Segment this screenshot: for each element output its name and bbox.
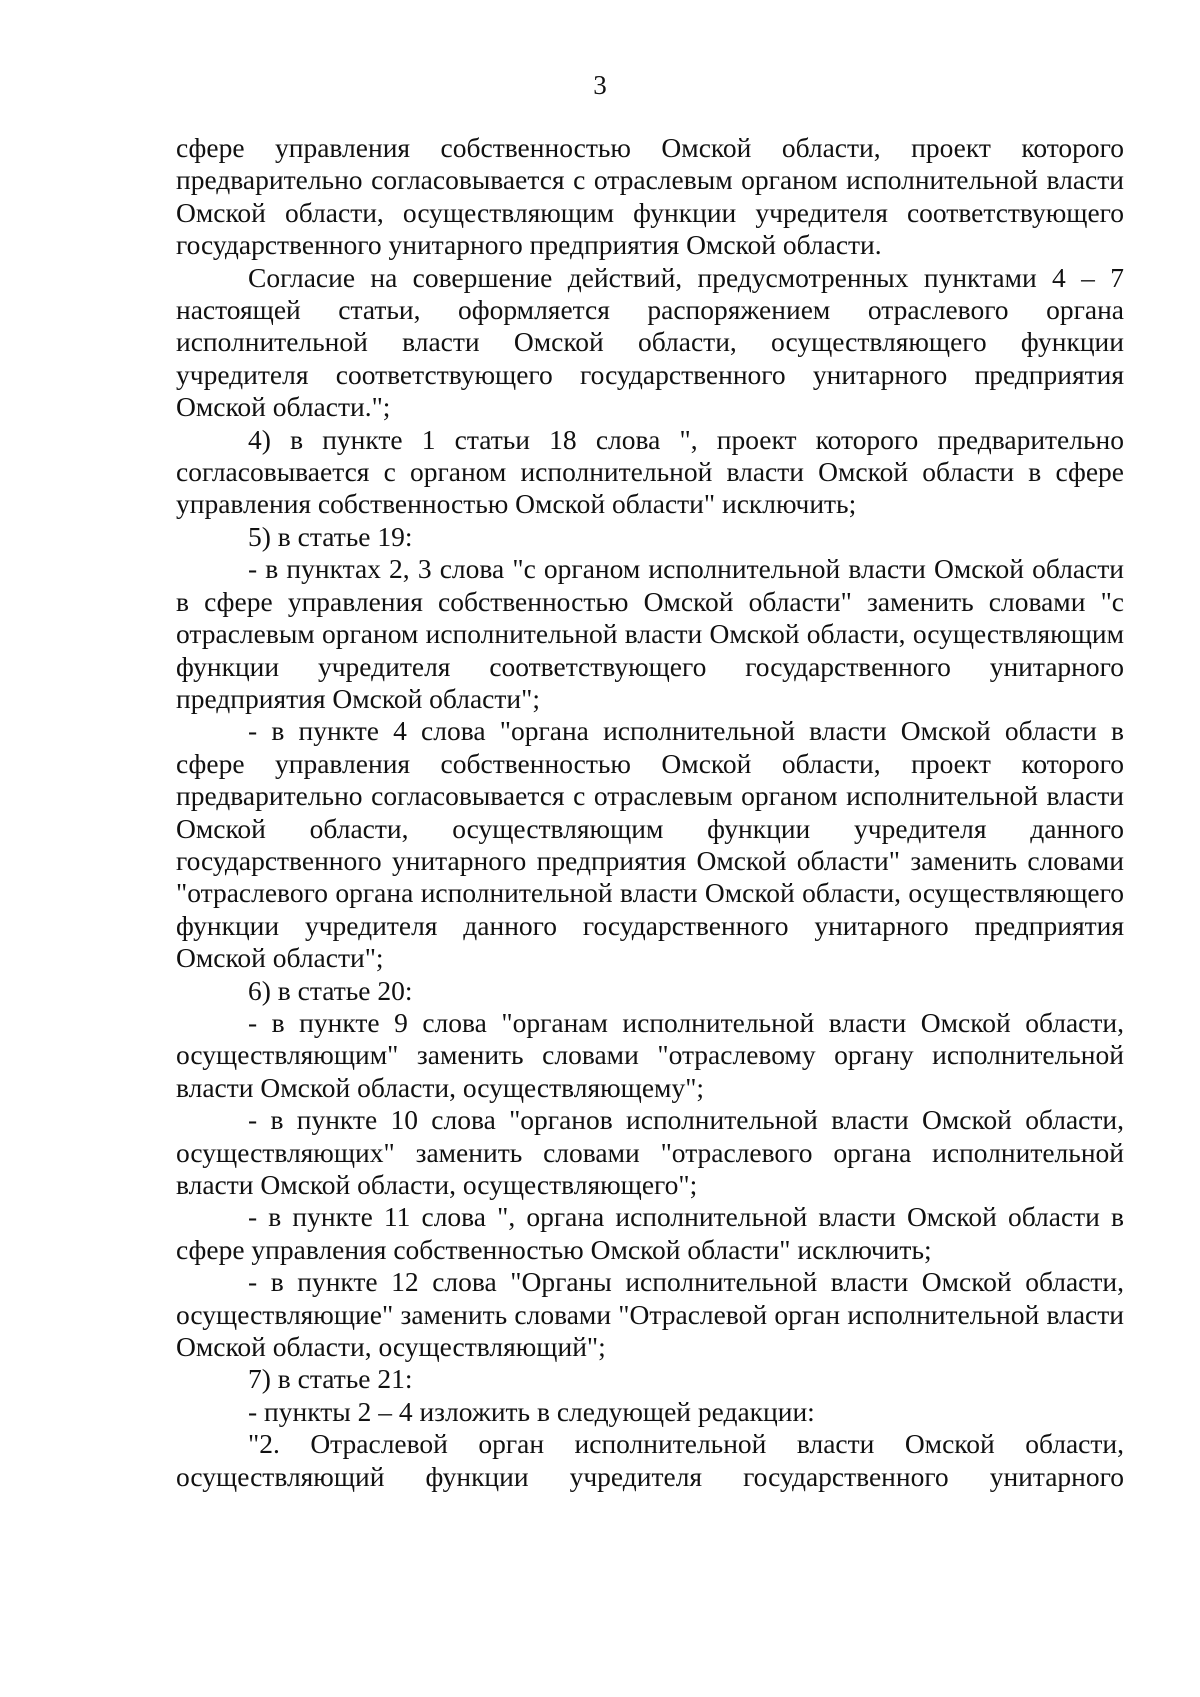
page-number: 3 <box>593 70 607 100</box>
paragraph: - в пункте 12 слова "Органы исполнительной власти Омской области, осуществляющие" заменить словами "Отраслевой орган исполнительной власти Омской области, осуществляющий"; <box>176 1266 1124 1363</box>
paragraph: - в пунктах 2, 3 слова "с органом исполнительной власти Омской области в сфере управления собственностью Омской области" заменить словами "с отраслевым органом исполнительной власти Омской области, осуществляющим функции учредителя соответствующего государственного унитарного предприятия Омской области"; <box>176 553 1124 714</box>
document-body <box>176 132 1124 1493</box>
paragraph: "2. Отраслевой орган исполнительной власти Омской области, осуществляющий функции учредителя государственного унитарного <box>176 1428 1124 1492</box>
paragraph: 4) в пункте 1 статьи 18 слова ", проект которого предварительно согласовывается с органом исполнительной власти Омской области в сфере управления собственностью Омской области" исключить; <box>176 423 1124 520</box>
paragraph: 7) в статье 21: <box>248 1363 413 1395</box>
paragraph: сфере управления собственностью Омской области, проект которого предварительно согласовывается с отраслевым органом исполнительной власти Омской области, осуществляющим функции учредителя соответствующего государственного унитарного предприятия Омской области. <box>176 132 1124 261</box>
paragraph: - в пункте 10 слова "органов исполнительной власти Омской области, осуществляющих" заменить словами "отраслевого органа исполнительной власти Омской области, осуществляющего"; <box>176 1104 1124 1200</box>
paragraph: - пункты 2 – 4 изложить в следующей редакции: <box>248 1395 815 1427</box>
paragraph: - в пункте 9 слова "органам исполнительной власти Омской области, осуществляющим" заменить словами "отраслевому органу исполнительной власти Омской области, осуществляющему"; <box>176 1006 1124 1103</box>
paragraph: - в пункте 11 слова ", органа исполнительной власти Омской области в сфере управления собственностью Омской области" исключить; <box>176 1201 1124 1265</box>
paragraph: 5) в статье 19: <box>248 520 413 552</box>
paragraph: Согласие на совершение действий, предусмотренных пунктами 4 – 7 настоящей статьи, оформляется распоряжением отраслевого органа исполнительной власти Омской области, осуществляющего функции учредителя соответствующего государственного унитарного предприятия Омской области."; <box>176 261 1124 423</box>
paragraph: 6) в статье 20: <box>248 974 413 1006</box>
paragraph: - в пункте 4 слова "органа исполнительной власти Омской области в сфере управления собственностью Омской области, проект которого предварительно согласовывается с отраслевым органом исполнительной власти Омской области, осуществляющим функции учредителя данного государственного унитарного предприятия Омской области" заменить словами "отраслевого органа исполнительной власти Омской области, осуществляющего функции учредителя данного государственного унитарного предприятия Омской области"; <box>176 715 1124 974</box>
